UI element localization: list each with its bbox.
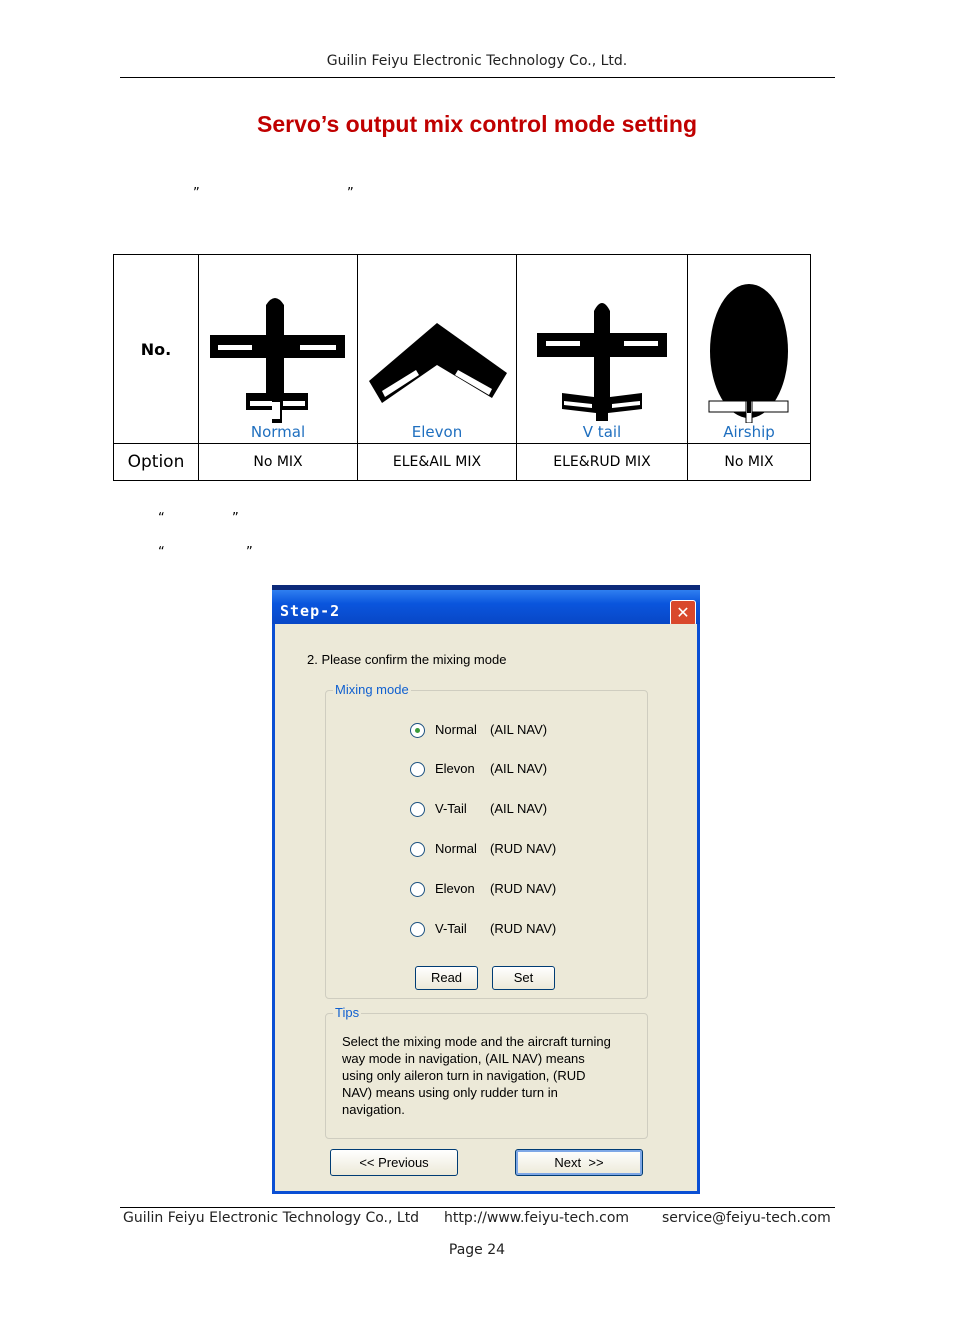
tips-line: Select the mixing mode and the aircraft turning	[342, 1034, 611, 1049]
airship-option: No MIX	[688, 444, 811, 481]
option-mode[interactable]: V-Tail	[435, 921, 467, 936]
radio-normal-rud[interactable]	[410, 842, 425, 857]
close-icon[interactable]: ✕	[670, 600, 696, 626]
no-label: No.	[140, 339, 172, 359]
option-nav[interactable]: (AIL NAV)	[490, 801, 548, 816]
read-button[interactable]: Read	[415, 966, 478, 990]
option-mode[interactable]: Elevon	[435, 881, 475, 896]
elevon-wing-icon	[367, 293, 507, 423]
option-header-cell: Option	[114, 444, 199, 481]
option-nav[interactable]: (AIL NAV)	[490, 761, 548, 776]
previous-button[interactable]: << Previous	[330, 1149, 458, 1176]
tips-text	[342, 1033, 611, 1118]
next-button[interactable]: Next >>	[515, 1149, 643, 1176]
radio-normal-ail[interactable]	[410, 723, 425, 738]
option-mode[interactable]: Normal	[435, 722, 477, 737]
quote-open: “	[158, 511, 165, 526]
option-nav[interactable]: (RUD NAV)	[490, 921, 557, 936]
mixing-prompt: 2. Please confirm the mixing mode	[307, 652, 507, 667]
tips-line: navigation.	[342, 1102, 405, 1117]
radio-elevon-rud[interactable]	[410, 882, 425, 897]
radio-vtail-rud[interactable]	[410, 922, 425, 937]
normal-cell	[199, 255, 358, 444]
radio-elevon-ail[interactable]	[410, 762, 425, 777]
tips-line: way mode in navigation, (AIL NAV) means	[342, 1051, 585, 1066]
airship-label: Airship	[723, 423, 775, 441]
page-number: Page 24	[448, 1242, 506, 1258]
normal-option: No MIX	[199, 444, 358, 481]
option-nav[interactable]: (AIL NAV)	[490, 722, 548, 737]
quote-close: ”	[246, 545, 253, 560]
footer-email[interactable]: service@feiyu-tech.com	[662, 1210, 831, 1226]
footer-company: Guilin Feiyu Electronic Technology Co., Ltd	[123, 1210, 420, 1226]
option-nav[interactable]: (RUD NAV)	[490, 841, 557, 856]
tips-line: using only aileron turn in navigation, (RUD	[342, 1068, 586, 1083]
footer-divider	[120, 1207, 835, 1208]
header-divider	[120, 77, 835, 78]
vtail-label: V tail	[582, 423, 622, 441]
normal-plane-icon	[208, 283, 348, 423]
mixing-mode-title: Mixing mode	[335, 682, 409, 697]
quote-open: “	[158, 545, 165, 560]
no-header-cell	[114, 255, 199, 444]
option-mode[interactable]: Elevon	[435, 761, 475, 776]
tips-line: NAV) means using only rudder turn in	[342, 1085, 558, 1100]
elevon-cell	[358, 255, 517, 444]
mixing-mode-group	[325, 690, 648, 999]
elevon-option: ELE&AIL MIX	[358, 444, 517, 481]
page-header: Guilin Feiyu Electronic Technology Co., Ltd.	[326, 53, 628, 69]
quote-close: ”	[193, 186, 200, 201]
vtail-option: ELE&RUD MIX	[517, 444, 688, 481]
footer-url[interactable]: http://www.feiyu-tech.com	[444, 1210, 630, 1226]
airship-cell	[688, 255, 811, 444]
mix-mode-table	[113, 254, 811, 481]
step2-dialog	[272, 585, 700, 1194]
tips-title: Tips	[335, 1005, 360, 1020]
quote-close: ”	[347, 186, 354, 201]
normal-label: Normal	[250, 423, 306, 441]
option-mode[interactable]: Normal	[435, 841, 477, 856]
set-button[interactable]: Set	[492, 966, 555, 990]
option-mode[interactable]: V-Tail	[435, 801, 467, 816]
option-nav[interactable]: (RUD NAV)	[490, 881, 557, 896]
vtail-cell	[517, 255, 688, 444]
elevon-label: Elevon	[411, 423, 463, 441]
vtail-plane-icon	[532, 283, 672, 423]
radio-vtail-ail[interactable]	[410, 802, 425, 817]
airship-icon	[689, 273, 809, 423]
dialog-titlebar[interactable]	[272, 590, 700, 624]
dialog-title: Step-2	[280, 602, 341, 620]
dialog-client	[275, 624, 697, 1191]
quote-close: ”	[232, 511, 239, 526]
section-title: Servo’s output mix control mode setting	[256, 111, 698, 137]
